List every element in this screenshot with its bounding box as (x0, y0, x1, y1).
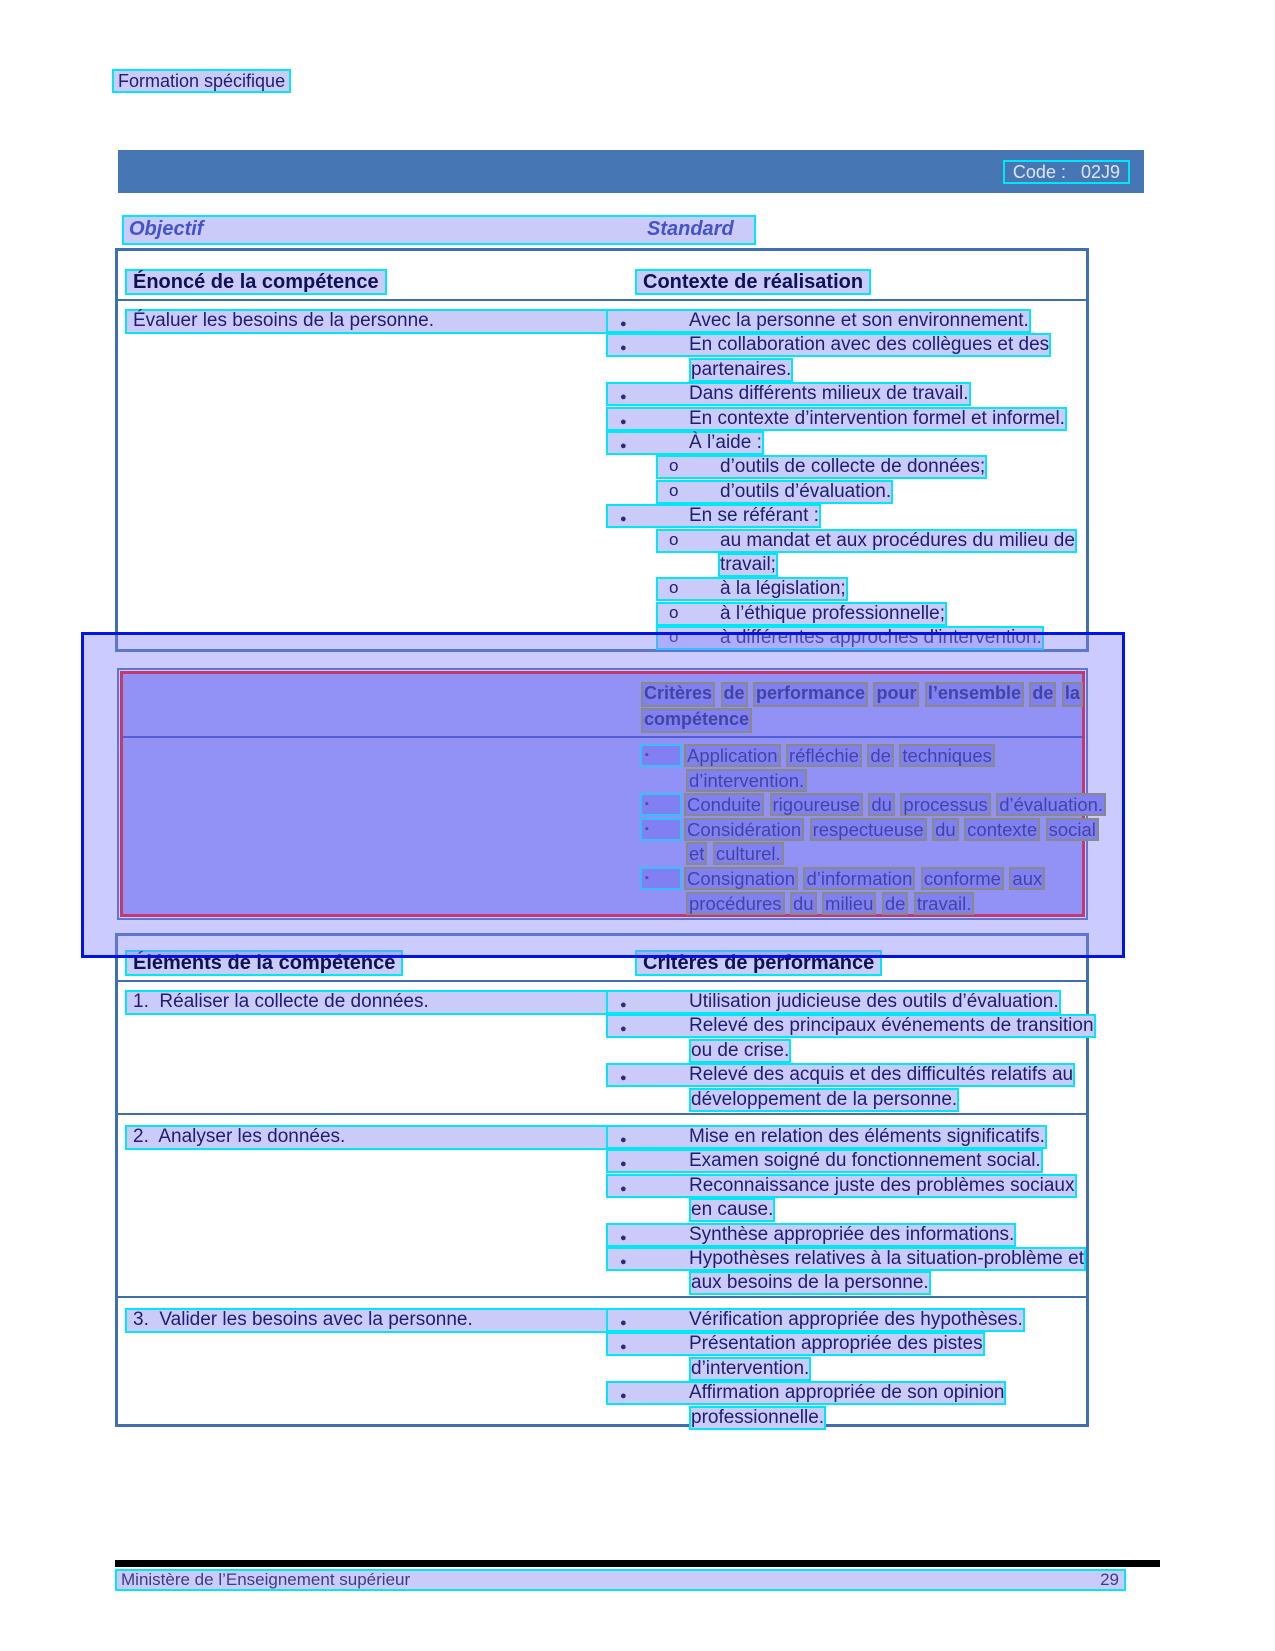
list-item (656, 577, 1077, 601)
word-highlight: contexte (964, 818, 1040, 841)
list-item (606, 1332, 1025, 1356)
list-item (641, 708, 1084, 734)
list-item (606, 1174, 1086, 1198)
list-item (656, 529, 1077, 553)
bullet-icon: ● (620, 1390, 627, 1403)
line-highlight: ● Présentation appropriée des pistes (606, 1332, 985, 1356)
line-highlight: ● Synthèse appropriée des informations. (606, 1223, 1016, 1247)
list-item (689, 358, 1077, 382)
list-item (606, 1014, 1096, 1038)
code-banner (118, 150, 1144, 193)
criteria-list-3 (606, 1308, 1025, 1430)
list-item (656, 626, 1077, 650)
word-highlight: pour (873, 682, 919, 707)
word-highlight: de (1029, 682, 1056, 707)
line-highlight: aux besoins de la personne. (691, 1272, 929, 1294)
word-highlight: Considération (684, 818, 804, 841)
elements-table (115, 933, 1094, 1428)
line-highlight: ● Examen soigné du fonctionnement social. (606, 1149, 1043, 1173)
list-item (606, 1149, 1086, 1173)
line-highlight: ● Relevé des acquis et des difficultés relatifs au (606, 1063, 1075, 1087)
list-item (641, 682, 1084, 708)
footer-rule (115, 1560, 1160, 1567)
word-highlight: d’information (803, 867, 915, 890)
line-highlight: o au mandat et aux procédures du milieu de (656, 529, 1077, 553)
word-highlight: respectueuse (810, 818, 927, 841)
list-item (640, 818, 1107, 843)
bullet-icon: ● (620, 1317, 627, 1329)
list-item (606, 1308, 1025, 1332)
list-item (656, 455, 1077, 479)
word-highlight: processus (900, 793, 990, 816)
list-item (689, 1198, 1086, 1222)
header-divider (118, 980, 1086, 982)
bullet-icon: ▪ (645, 822, 649, 835)
word-highlight: culturel. (713, 842, 784, 865)
element-2-label: 2. Analyser les données. (125, 1125, 617, 1150)
line-highlight: ● Reconnaissance juste des problèmes sociaux (606, 1174, 1077, 1198)
table2-header-right: Critères de performance (635, 950, 882, 976)
word-highlight: réfléchie (786, 744, 862, 767)
row-divider (118, 1296, 1086, 1298)
list-item (656, 602, 1077, 626)
list-item (686, 769, 1107, 794)
bullet-icon: ● (620, 1134, 627, 1146)
word-highlight: performance (753, 682, 868, 707)
objectif-standard-strip (122, 215, 756, 245)
bullet-icon: ● (620, 415, 627, 428)
word-highlight: social (1046, 818, 1099, 841)
line-highlight: ● En collaboration avec des collègues et des (606, 333, 1051, 357)
line-highlight: ● En contexte d’intervention formel et informel. (606, 407, 1067, 431)
word-highlight: la (1062, 682, 1083, 707)
line-highlight: o d’outils de collecte de données; (656, 455, 987, 479)
word-highlight: du (790, 892, 817, 915)
bullet-icon: ● (620, 1341, 627, 1354)
line-highlight: développement de la personne. (691, 1088, 958, 1110)
bullet-icon: ▪ (645, 798, 649, 811)
word-highlight: du (932, 818, 959, 841)
sub-bullet-icon: o (669, 480, 679, 500)
word-highlight: aux (1009, 867, 1045, 890)
line-highlight: o à l’éthique professionnelle; (656, 602, 947, 626)
bullet-icon: ● (620, 1231, 627, 1244)
performance-criteria-box (117, 668, 1104, 920)
list-item (689, 1039, 1096, 1063)
table1-header-left: Énoncé de la compétence (125, 269, 387, 295)
line-highlight: partenaires. (691, 358, 792, 380)
bullet-icon: ● (620, 1255, 627, 1268)
list-item (606, 1125, 1086, 1149)
line-highlight: d’intervention. (691, 1357, 810, 1379)
performance-title (641, 682, 1084, 733)
list-item (606, 1381, 1025, 1405)
list-item (689, 1357, 1025, 1381)
list-item (686, 892, 1107, 917)
word-highlight: d’évaluation. (996, 793, 1106, 816)
row-divider (118, 1113, 1086, 1115)
list-item (606, 382, 1077, 406)
element-3-label: 3. Valider les besoins avec la personne. (125, 1308, 617, 1333)
word-highlight: procédures (686, 892, 785, 915)
page-number: 29 (1100, 1570, 1119, 1589)
list-item (640, 793, 1107, 818)
line-highlight: ● Relevé des principaux événements de transition (606, 1014, 1096, 1038)
line-highlight: ● Avec la personne et son environnement. (606, 309, 1031, 333)
bullet-icon: ▪ (645, 871, 649, 884)
list-item (606, 407, 1077, 431)
word-highlight: de (867, 744, 894, 767)
word-highlight: Conduite (684, 793, 764, 816)
word-highlight: conforme (921, 867, 1004, 890)
word-highlight: du (868, 793, 895, 816)
performance-criteria-inner (120, 671, 1104, 917)
bullet-icon: ● (620, 513, 627, 526)
line-highlight: o à la législation; (656, 577, 848, 601)
bullet-icon: ● (620, 318, 627, 330)
bullet-icon: ● (620, 342, 627, 355)
word-highlight: d’intervention. (686, 769, 807, 792)
list-item (689, 1406, 1025, 1430)
competence-statement: Évaluer les besoins de la personne. (125, 309, 617, 334)
line-highlight: ● Utilisation judicieuse des outils d’évaluation. (606, 990, 1061, 1014)
word-highlight: Consignation (684, 867, 798, 890)
list-item (640, 867, 1107, 892)
line-highlight: ● À l’aide : (606, 431, 764, 455)
list-item (606, 309, 1077, 333)
list-item (606, 990, 1096, 1014)
word-highlight: et (686, 842, 707, 865)
header-divider (118, 299, 1086, 301)
word-highlight: milieu (822, 892, 876, 915)
bullet-icon: ● (620, 391, 627, 404)
competence-table (115, 248, 1089, 652)
list-item (689, 1271, 1086, 1295)
line-highlight: ● Dans différents milieux de travail. (606, 382, 971, 406)
list-item (606, 504, 1077, 528)
line-highlight: ● En se référant : (606, 504, 821, 528)
line-highlight: o à différentes approches d’intervention. (656, 626, 1044, 650)
word-highlight: compétence (641, 708, 752, 733)
list-item (606, 1247, 1086, 1271)
bullet-icon: ● (620, 1023, 627, 1036)
sub-bullet-icon: o (669, 456, 679, 476)
line-highlight: professionnelle. (691, 1406, 825, 1428)
sub-bullet-icon: o (669, 578, 679, 598)
list-item (606, 333, 1077, 357)
word-highlight: de (721, 682, 748, 707)
line-highlight: en cause. (691, 1199, 774, 1221)
table1-header-right: Contexte de réalisation (635, 269, 871, 295)
ministry-label: Ministère de l’Enseignement supérieur (121, 1570, 411, 1589)
list-item (606, 1063, 1096, 1087)
bullet-icon: ▪ (645, 749, 649, 761)
list-item (686, 842, 1107, 867)
line-highlight: ● Hypothèses relatives à la situation-problème et (606, 1247, 1086, 1271)
performance-list (640, 744, 1107, 916)
standard-heading: Standard (647, 218, 734, 240)
bullet-box (640, 818, 682, 841)
bullet-icon: ● (620, 999, 627, 1011)
footer-bar (115, 1569, 1126, 1591)
bullet-icon: ● (620, 1158, 627, 1171)
bullet-box (640, 867, 682, 890)
line-highlight: travail; (720, 553, 776, 575)
code-badge: Code : 02J9 (1003, 160, 1130, 184)
formation-label: Formation spécifique (112, 69, 291, 93)
sub-bullet-icon: o (669, 627, 679, 647)
bullet-box (640, 744, 682, 767)
line-highlight: o d’outils d’évaluation. (656, 480, 893, 504)
list-item (606, 1223, 1086, 1247)
list-item (689, 1088, 1096, 1112)
word-highlight: rigoureuse (770, 793, 863, 816)
word-highlight: de (882, 892, 909, 915)
word-highlight: l’ensemble (925, 682, 1024, 707)
list-item (718, 553, 1077, 577)
line-highlight: ● Mise en relation des éléments significatifs. (606, 1125, 1047, 1149)
performance-divider (123, 736, 1082, 738)
list-item (656, 480, 1077, 504)
table2-header-left: Éléments de la compétence (125, 950, 403, 976)
bullet-box (640, 793, 682, 816)
context-list (606, 309, 1077, 650)
criteria-list-2 (606, 1125, 1086, 1296)
word-highlight: Critères (641, 682, 715, 707)
word-highlight: Application (684, 744, 781, 767)
line-highlight: ou de crise. (691, 1039, 790, 1061)
line-highlight: ● Affirmation appropriée de son opinion (606, 1381, 1006, 1405)
line-highlight: ● Vérification appropriée des hypothèses. (606, 1308, 1025, 1332)
word-highlight: techniques (899, 744, 994, 767)
list-item (606, 431, 1077, 455)
bullet-icon: ● (620, 439, 627, 452)
objectif-heading: Objectif (129, 218, 204, 240)
sub-bullet-icon: o (669, 602, 679, 622)
criteria-list-1 (606, 990, 1096, 1112)
word-highlight: travail. (914, 892, 975, 915)
bullet-icon: ● (620, 1072, 627, 1085)
list-item (640, 744, 1107, 769)
element-1-label: 1. Réaliser la collecte de données. (125, 990, 617, 1015)
sub-bullet-icon: o (669, 529, 679, 549)
bullet-icon: ● (620, 1182, 627, 1195)
